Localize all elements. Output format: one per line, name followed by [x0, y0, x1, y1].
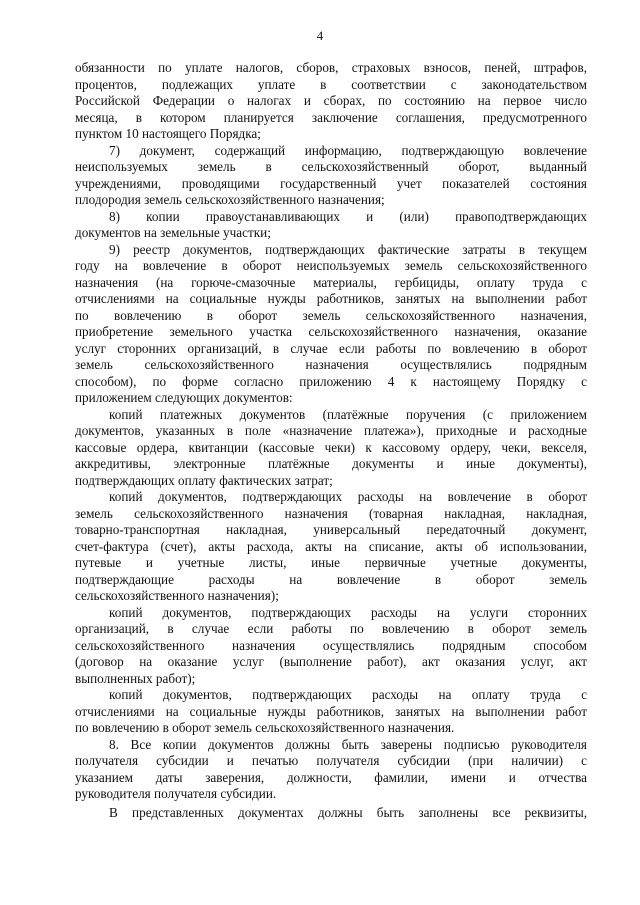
text-line: приобретение земельного участка сельскохозяйственного назначения, оказание — [75, 324, 587, 339]
text-line: сельскохозяйственного назначения осуществлялись подрядным способом — [75, 637, 587, 653]
text-line: учреждениями, проводящими государственный учет показателей состояния — [75, 175, 587, 191]
text-line: организаций, в случае если работы по вовлечению в оборот земель — [75, 621, 587, 636]
text-line: по вовлечению в оборот земель сельскохозяйственного назначения. — [75, 720, 455, 735]
paragraph — [75, 209, 587, 242]
text-line: товарно-транспортная накладная, универсальный передаточный документ, — [75, 522, 587, 537]
text-line: получателя субсидии и печатью получателя субсидии (при наличии) с — [75, 753, 587, 768]
paragraph — [75, 242, 587, 407]
text-line: процентов, подлежащих уплате в соответствии с законодательством — [75, 76, 587, 92]
text-line: подтверждающих оплату фактических затрат; — [75, 472, 333, 488]
text-line: счет-фактура (счет), акты расхода, акты на списание, акты об использовании, — [75, 538, 587, 554]
text-line: указанием даты заверения, должности, фамилии, имени и отчества — [75, 769, 587, 785]
text-line: аккредитивы, электронные платёжные документы и иные документы), — [75, 456, 587, 471]
text-line: (договор на оказание услуг (выполнение работ), акт оказания услуг, акт — [75, 654, 587, 669]
text-line: неиспользуемых земель в сельскохозяйственный оборот, выданный — [75, 159, 587, 174]
text-line: документов на земельные участки; — [75, 225, 271, 240]
document-body — [75, 60, 587, 821]
text-line: году на вовлечение в оборот неиспользуемых земель сельскохозяйственного — [75, 258, 587, 273]
text-line: 7) документ, содержащий информацию, подтверждающую вовлечение — [109, 142, 587, 158]
text-line: Российской Федерации о налогах и сборах, по состоянию на первое число — [75, 93, 587, 108]
paragraph — [75, 605, 587, 688]
text-line: назначения (на горюче-смазочные материалы, гербициды, оплату труда с — [75, 274, 587, 290]
text-line: пунктом 10 настоящего Порядка; — [75, 126, 261, 141]
text-line: подтверждающие расходы на вовлечение в оборот земель — [75, 571, 587, 587]
text-line: копий документов, подтверждающих расходы на оплату труда с — [109, 687, 587, 702]
text-line: месяца, в котором планируется заключение соглашения, предусмотренного — [75, 109, 587, 125]
paragraph — [75, 687, 587, 737]
text-line: услуг сторонних организаций, в случае если работы по вовлечению в оборот — [75, 340, 587, 356]
text-line: копий платежных документов (платёжные поручения (с приложением — [109, 406, 587, 422]
text-line: 8. Все копии документов должны быть заверены подписью руководителя — [109, 736, 587, 752]
text-line: руководителя получателя субсидии. — [75, 786, 277, 801]
text-line: земель сельскохозяйственного назначения осуществлялись подрядным — [75, 357, 587, 372]
paragraph — [75, 805, 587, 822]
text-line: земель сельскохозяйственного назначения (товарная накладная, накладная, — [75, 505, 587, 521]
text-line: документов, указанных в поле «назначение платежа»), приходные и расходные — [75, 423, 587, 438]
text-line: копий документов, подтверждающих расходы на вовлечение в оборот — [109, 489, 587, 504]
text-line: способом), по форме согласно приложению 4 к настоящему Порядку с — [75, 373, 587, 389]
text-line: копий документов, подтверждающих расходы на услуги сторонних — [109, 604, 587, 620]
text-line: приложением следующих документов: — [75, 390, 293, 405]
text-line: отчислениями на социальные нужды работников, занятых на выполнении работ — [75, 703, 587, 719]
text-line: кассовые ордера, квитанции (кассовые чеки) к кассовому ордеру, чеки, векселя, — [75, 439, 587, 455]
text-line: выполненных работ); — [75, 670, 196, 686]
paragraph — [75, 60, 587, 143]
text-line: В представленных документах должны быть заполнены все реквизиты, — [109, 804, 587, 820]
text-line: отчислениями на социальные нужды работников, занятых на выполнении работ — [75, 291, 587, 306]
text-line: обязанности по уплате налогов, сборов, страховых взносов, пеней, штрафов, — [75, 60, 587, 75]
text-line: сельскохозяйственного назначения); — [75, 588, 279, 603]
paragraph — [75, 737, 587, 803]
text-line: 9) реестр документов, подтверждающих фактические затраты в текущем — [109, 241, 587, 257]
paragraph — [75, 407, 587, 490]
paragraph — [75, 143, 587, 209]
page-number: 4 — [316, 28, 324, 43]
text-line: 8) копии правоустанавливающих и (или) правоподтверждающих — [109, 208, 587, 224]
paragraph — [75, 489, 587, 605]
text-line: по вовлечению в оборот земель сельскохозяйственного назначения, — [75, 307, 587, 323]
text-line: плодородия земель сельскохозяйственного назначения; — [75, 192, 385, 207]
text-line: путевые и учетные листы, иные первичные учетные документы, — [75, 555, 587, 570]
